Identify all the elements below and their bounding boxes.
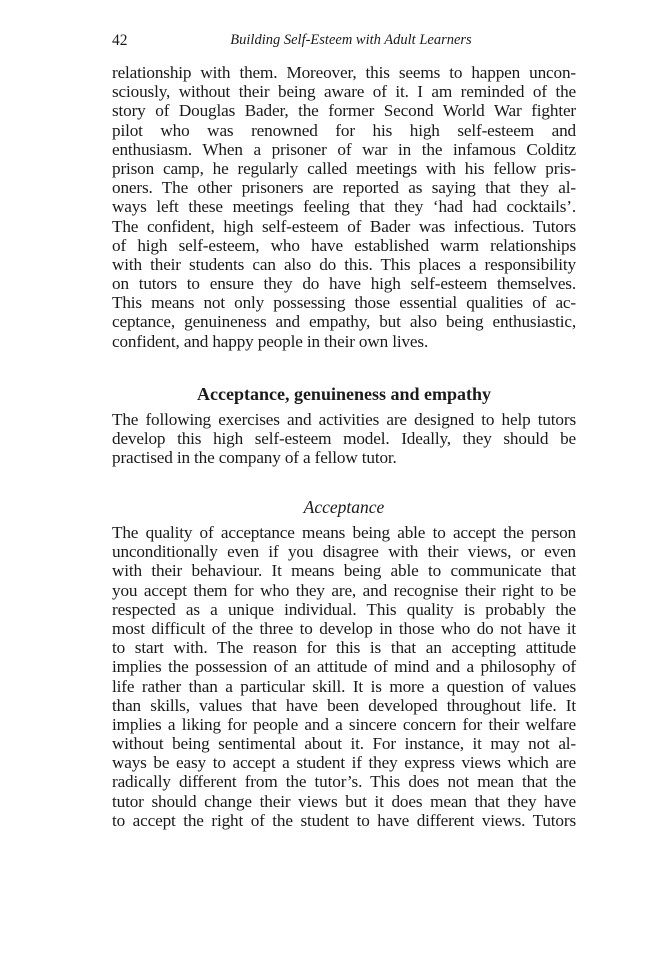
paragraph-acceptance bbox=[112, 523, 576, 830]
text-line: ceptance, genuineness and empathy, but also being enthusiastic, bbox=[112, 312, 576, 332]
text-line: implies the possession of an attitude of mind and a philosophy of bbox=[112, 657, 576, 677]
text-line: without being sentimental about it. For instance, it may not al- bbox=[112, 734, 576, 754]
text-line: develop this high self-esteem model. Ideally, they should be bbox=[112, 429, 576, 449]
text-line: to start with. The reason for this is that an accepting attitude bbox=[112, 638, 576, 658]
text-line: with their students can also do this. This places a responsibility bbox=[112, 254, 576, 274]
running-head bbox=[112, 32, 576, 52]
running-title: Building Self-Esteem with Adult Learners bbox=[230, 32, 472, 48]
subheading: Acceptance bbox=[303, 497, 385, 517]
text-line: unconditionally even if you disagree with their views, or even bbox=[112, 542, 576, 562]
text-line: The following exercises and activities are designed to help tutors bbox=[112, 410, 576, 429]
text-line: enthusiasm. When a prisoner of war in the infamous Colditz bbox=[112, 139, 576, 159]
text-line: of high self-esteem, who have established warm relationships bbox=[112, 235, 576, 255]
paragraph-intro bbox=[112, 63, 576, 351]
text-line: tutor should change their views but it does mean that they have bbox=[112, 791, 576, 811]
text-line: The confident, high self-esteem of Bader was infectious. Tutors bbox=[112, 216, 576, 236]
text-line: This means not only possessing those essential qualities of ac- bbox=[112, 293, 576, 313]
text-line: most difficult of the three to develop in those who do not have it bbox=[112, 618, 576, 638]
text-line: implies a liking for people and a sincere concern for their welfare bbox=[112, 714, 576, 734]
page-number: 42 bbox=[112, 32, 128, 49]
text-line: The quality of acceptance means being able to accept the person bbox=[112, 523, 576, 542]
text-line: you accept them for who they are, and recognise their right to be bbox=[112, 580, 576, 600]
text-line: ways be easy to accept a student if they express views which are bbox=[112, 753, 576, 773]
text-line: with their behaviour. It means being able to communicate that bbox=[112, 561, 576, 581]
text-line: than skills, values that have been developed throughout life. It bbox=[112, 695, 576, 715]
text-line: life rather than a particular skill. It is more a question of values bbox=[112, 676, 576, 696]
text-line: prison camp, he regularly called meetings with his fellow pris- bbox=[112, 158, 576, 178]
text-line: relationship with them. Moreover, this seems to happen uncon- bbox=[112, 63, 576, 82]
text-line: respected as a unique individual. This quality is probably the bbox=[112, 599, 576, 619]
text-line: to accept the right of the student to have different views. Tutors bbox=[112, 810, 576, 830]
text-line: on tutors to ensure they do have high self-esteem themselves. bbox=[112, 274, 576, 294]
text-line: pilot who was renowned for his high self-esteem and bbox=[112, 120, 576, 140]
text-line: ways left these meetings feeling that they ‘had had cocktails’. bbox=[112, 197, 576, 217]
text-line: oners. The other prisoners are reported as saying that they al- bbox=[112, 178, 576, 198]
text-line: radically different from the tutor’s. This does not mean that the bbox=[112, 772, 576, 792]
paragraph-exercises bbox=[112, 410, 576, 468]
text-line: practised in the company of a fellow tutor. bbox=[112, 448, 397, 468]
section-heading: Acceptance, genuineness and empathy bbox=[196, 384, 491, 404]
text-line: story of Douglas Bader, the former Second World War fighter bbox=[112, 101, 576, 121]
text-line: confident, and happy people in their own lives. bbox=[112, 331, 429, 351]
text-line: sciously, without their being aware of it. I am reminded of the bbox=[112, 82, 576, 102]
